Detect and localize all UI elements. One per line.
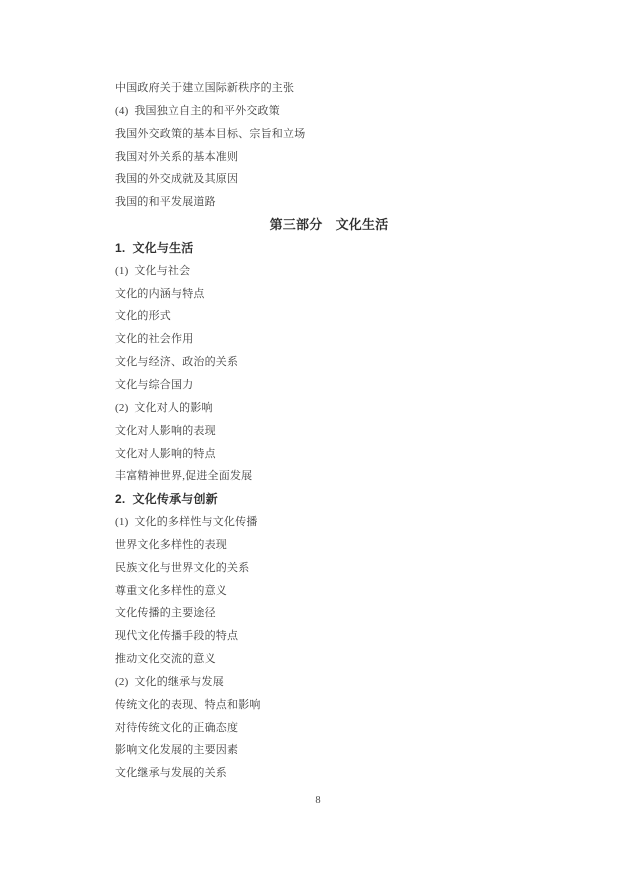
outline-line: 文化对人影响的特点 — [115, 447, 216, 460]
outline-line: 推动文化交流的意义 — [115, 653, 216, 666]
outline-line: 我国外交政策的基本目标、宗旨和立场 — [115, 127, 306, 140]
outline-line: (4) 我国独立自主的和平外交政策 — [115, 104, 280, 117]
outline-line: 尊重文化多样性的意义 — [115, 584, 227, 597]
document-content — [115, 77, 529, 785]
outline-line: 民族文化与世界文化的关系 — [115, 561, 250, 574]
outline-line: (2) 文化对人的影响 — [115, 401, 213, 414]
page-number: 8 — [315, 795, 321, 806]
outline-line: 文化继承与发展的关系 — [115, 767, 227, 780]
outline-line: 中国政府关于建立国际新秩序的主张 — [115, 82, 295, 94]
outline-line: 世界文化多样性的表现 — [115, 538, 227, 551]
section-title: 1. 文化与生活 — [115, 240, 194, 255]
outline-line: 丰富精神世界,促进全面发展 — [115, 470, 253, 483]
outline-line: 文化与经济、政治的关系 — [115, 356, 239, 369]
outline-line: 传统文化的表现、特点和影响 — [115, 698, 261, 711]
outline-line: (1) 文化的多样性与文化传播 — [115, 516, 258, 529]
outline-line: (1) 文化与社会 — [115, 264, 191, 277]
outline-line: 文化的内涵与特点 — [115, 287, 205, 300]
outline-line: 文化的形式 — [115, 310, 171, 323]
outline-line: 文化的社会作用 — [115, 333, 194, 346]
outline-line: 文化与综合国力 — [115, 378, 194, 391]
outline-line: 文化传播的主要途径 — [115, 607, 216, 620]
outline-line: 现代文化传播手段的特点 — [115, 630, 239, 643]
outline-line: (2) 文化的继承与发展 — [115, 675, 224, 688]
outline-line: 我国对外关系的基本准则 — [115, 150, 239, 163]
outline-line: 影响文化发展的主要因素 — [115, 744, 239, 757]
outline-line: 对待传统文化的正确态度 — [115, 721, 239, 734]
section-title: 2. 文化传承与创新 — [115, 492, 218, 507]
outline-line: 我国的和平发展道路 — [115, 196, 216, 209]
outline-line: 我国的外交成就及其原因 — [115, 173, 239, 186]
outline-line: 文化对人影响的表现 — [115, 424, 216, 437]
section-heading: 第三部分 文化生活 — [269, 217, 389, 233]
